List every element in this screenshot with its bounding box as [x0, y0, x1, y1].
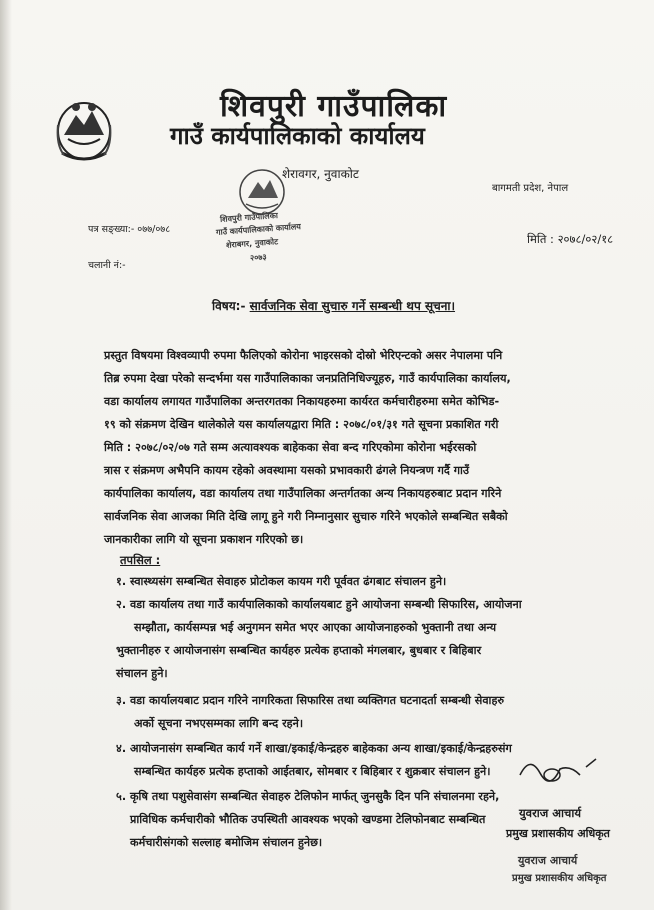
list-item: ४. आयोजनासंग सम्बन्धित कार्य गर्ने शाखा/इकाई/केन्द्रहरु बाहेकका अन्य शाखा/इकाई/केन्द्रहरुसंग [116, 742, 512, 755]
body-line: तिब्र रुपमा देखा परेको सन्दर्भमा यस गाउँपालिकाका जनप्रतिनिधिज्यूहरु, गाउँ कार्यपालिका कार्यालय, [104, 372, 511, 385]
office-name: गाउँ कार्यपालिकाको कार्यालय [170, 122, 425, 150]
dispatch-number: चलानी नं:- [88, 260, 126, 271]
list-item-continuation: सम्बन्धित कार्यहरु प्रत्येक हप्ताको आईतबार, सोमबार र बिहिबार र शुक्रबार संचालन हुने। [134, 765, 491, 778]
handwritten-signature-icon [500, 745, 610, 805]
list-item-continuation: कर्मचारीसंगको सल्लाह बमोजिम संचालन हुनेछ। [130, 836, 323, 849]
organization-name: शिवपुरी गाउँपालिका [220, 89, 448, 124]
list-item-continuation: प्राविधिक कर्मचारीको भौतिक उपस्थिती आवश्यक भएको खण्डमा टेलिफोनबाट सम्बन्धित [130, 813, 486, 826]
body-line: जानकारीका लागि यो सूचना प्रकाशन गरिएको छ। [104, 533, 304, 546]
list-item: २. वडा कार्यालय तथा गाउँ कार्यपालिकाको कार्यालयबाट हुने आयोजना सम्बन्धी सिफारिस, आयोजना [116, 598, 522, 611]
body-line: त्रास र संक्रमण अभैपनि कायम रहेको अवस्थामा यसको प्रभावकारी ढंगले नियन्त्रण गर्दै गाउँ [104, 464, 470, 477]
office-stamp [212, 162, 314, 270]
subject-label: विषय:- [212, 299, 250, 313]
stamp-line-2: गाउँ कार्यपालिकाको कार्यालय [215, 222, 302, 237]
list-item: ५. कृषि तथा पशुसेवासंग सम्बन्धित सेवाहरु टेलिफोन मार्फत् जुनसुकै दिन पनि संचालनमा रहने, [116, 790, 500, 803]
signer-stamp-title: प्रमुख प्रशासकीय अधिकृत [512, 873, 607, 884]
body-line: कार्यपालिका कार्यालय, वडा कार्यालय तथा गाउँपालिका अन्तर्गतका अन्य निकायहरुबाट प्रदान गरिने [104, 487, 502, 500]
list-item-continuation: सम्झौता, कार्यसम्पन्न भई अनुगमन समेत भएर आएका आयोजनाहरुको भुक्तानी तथा अन्य [134, 621, 497, 634]
province-name: बागमती प्रदेश, नेपाल [492, 183, 569, 194]
scan-edge-shadow [0, 0, 12, 910]
office-address: शेरावगर, नुवाकोट [282, 167, 359, 181]
subject-line [212, 297, 455, 314]
list-heading: तपसिल : [120, 553, 161, 567]
stamp-line-1: शिवपुरी गाउँपालिका [219, 210, 279, 225]
list-item-continuation: भुक्तानीहरु र आयोजनासंग सम्बन्धित कार्यहरु प्रत्येक हप्ताको मंगलबार, बुधबार र बिहिबार [116, 644, 482, 657]
body-line: १९ को संक्रमण देखिन थालेकोले यस कार्यालयद्वारा मिति : २०७८/०१/३१ गते सूचना प्रकाशित गरी [104, 418, 499, 431]
list-item: ३. वडा कार्यालयबाट प्रदान गरिने नागरिकता सिफारिस तथा व्यक्तिगत घटनादर्ता सम्बन्धी सेवाहरु [116, 694, 505, 707]
body-line: वडा कार्यालय लगायत गाउँपालिका अन्तरगतका निकायहरुमा कार्यरत कर्मचारीहरुमा समेत कोभिड- [104, 395, 500, 408]
letter-date: मिति : २०७८/०२/१८ [527, 232, 614, 246]
signer-name: युवराज आचार्य [519, 806, 581, 820]
body-line: प्रस्तुत विषयमा विश्वव्यापी रुपमा फैलिएको कोरोना भाइरसको दोस्रो भेरिएन्टको असर नेपालमा पनि [104, 349, 503, 362]
government-emblem-icon [54, 95, 114, 165]
stamp-line-4: २०७३ [249, 252, 267, 263]
list-item: १. स्वास्थ्यसंग सम्बन्धित सेवाहरु प्रोटोकल कायम गरी पूर्ववत ढंगबाट संचालन हुने। [116, 575, 447, 588]
subject-text: सार्वजनिक सेवा सुचारु गर्ने सम्बन्धी थप सूचना। [249, 299, 456, 313]
body-line: सार्वजनिक सेवा आजका मिति देखि लागू हुने गरी निम्नानुसार सुचारु गरिने भएकोले सम्बन्धित सबैको [104, 510, 508, 523]
signer-title: प्रमुख प्रशासकीय अधिकृत [506, 827, 610, 840]
letter-number: पत्र सङ्ख्या:- ०७७/०७८ [88, 224, 171, 235]
signer-stamp-name: युवराज आचार्य [518, 854, 578, 867]
body-line: मिति : २०७८/०२/०७ गते सम्म अत्यावश्यक बाहेकका सेवा बन्द गरिएकोमा कोरोना भईरसको [104, 441, 477, 454]
list-item-continuation: संचालन हुने। [116, 667, 168, 680]
list-item-continuation: अर्को सूचना नभएसम्मका लागि बन्द रहने। [134, 717, 304, 730]
stamp-line-3: शेराबगर, नुवाकोट [225, 237, 279, 250]
